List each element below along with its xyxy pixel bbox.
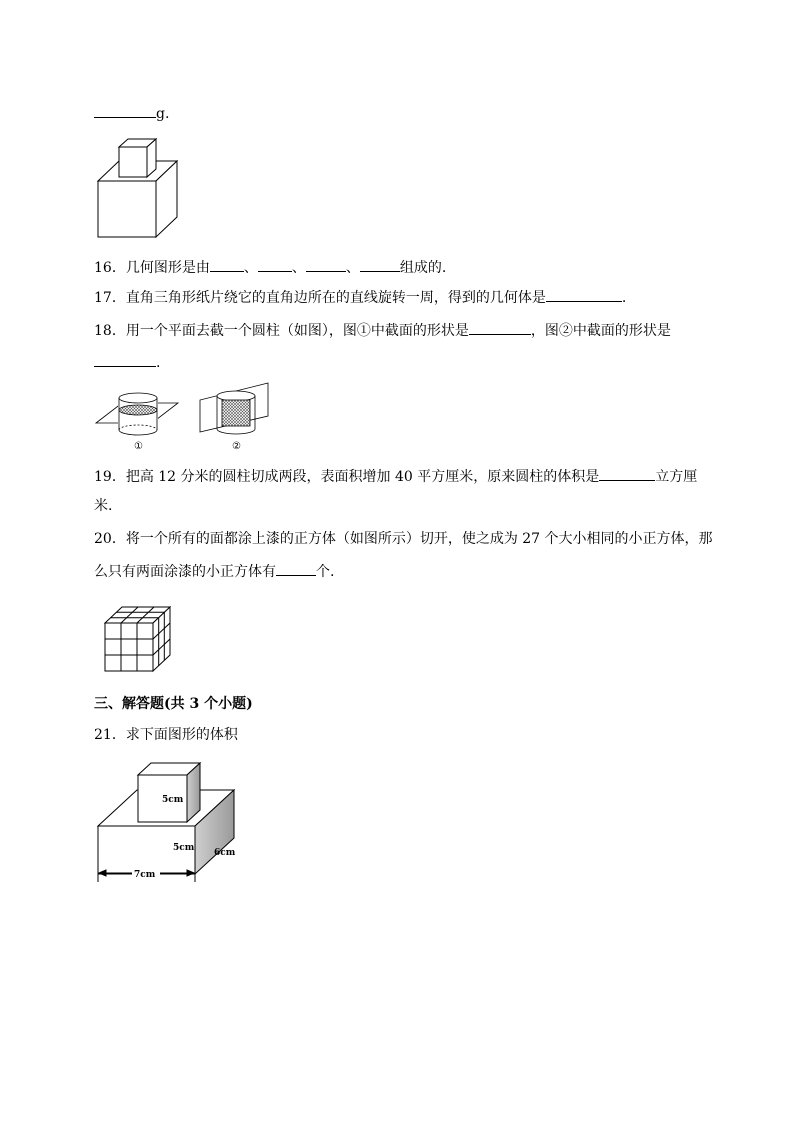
separator: 、: [243, 260, 258, 276]
label-length: 7cm: [134, 870, 156, 880]
q21-composite-solid-figure: [94, 760, 244, 885]
figure-label-2: ②: [232, 441, 241, 452]
q20-text1: 将一个所有的面都涂上漆的正方体（如图所示）切开，使之成为 27 个大小相同的小正方体，那: [125, 531, 713, 547]
q18-line1: [94, 321, 671, 340]
q18-cylinder-sections-figure: [94, 380, 284, 455]
period: .: [621, 290, 627, 306]
answer-blank: [210, 258, 244, 272]
q15-line: [94, 104, 169, 123]
answer-blank: [360, 258, 400, 272]
q19-text1: 把高 12 分米的圆柱切成两段，表面积增加 40 平方厘米，原来圆柱的体积是: [125, 469, 600, 485]
answer-blank: [94, 353, 156, 367]
answer-blank: [469, 321, 531, 335]
q17-line: [94, 288, 626, 307]
label-height: 5cm: [173, 843, 195, 853]
small-cube-front: [119, 147, 147, 177]
q18-text1: 用一个平面去截一个圆柱（如图），图①中截面的形状是: [125, 323, 469, 339]
q19-text3: 米.: [94, 498, 113, 514]
q15-unit: g.: [156, 106, 170, 122]
label-cube-edge: 5cm: [162, 795, 184, 805]
answer-blank: [599, 467, 655, 481]
cube-front-face: [105, 623, 153, 671]
q20-text2: 么只有两面涂漆的小正方体有: [94, 564, 276, 580]
q16-suffix: 组成的.: [399, 260, 447, 276]
q20-line1: [94, 530, 713, 548]
q17-number: 17．: [94, 290, 126, 306]
cylinder2-top: [217, 391, 255, 401]
answer-blank: [94, 104, 156, 118]
period: .: [156, 355, 161, 371]
cylinder1-top: [119, 393, 157, 403]
rectangle-section: [222, 400, 250, 426]
q17-text: 直角三角形纸片绕它的直角边所在的直线旋转一周，得到的几何体是: [125, 290, 546, 306]
q15-stacked-cubes-figure: [95, 138, 185, 240]
big-cube-front: [98, 181, 156, 237]
q19-text2: 立方厘: [655, 469, 698, 485]
circle-section: [119, 405, 157, 415]
q16-prefix: 几何图形是由: [125, 260, 210, 276]
q20-line2: [94, 562, 334, 581]
answer-blank: [306, 258, 346, 272]
q21-text: 求下面图形的体积: [125, 727, 238, 743]
q18-number: 18．: [94, 323, 126, 339]
separator: 、: [291, 260, 306, 276]
q16-number: 16．: [94, 260, 126, 276]
answer-blank: [258, 258, 292, 272]
q21-number: 21．: [94, 727, 126, 743]
q16-line: [94, 258, 446, 277]
q18-text2: ，图②中截面的形状是: [530, 323, 671, 339]
label-depth: 6cm: [214, 848, 236, 858]
q20-number: 20．: [94, 531, 126, 547]
q19-line1: [94, 467, 697, 486]
answer-blank: [546, 288, 622, 302]
q19-number: 19．: [94, 469, 126, 485]
q20-rubik-cube-figure: [103, 605, 173, 673]
q18-line2: [94, 353, 160, 372]
answer-blank: [276, 562, 316, 576]
q19-line2: [94, 497, 112, 515]
separator: 、: [345, 260, 360, 276]
figure-label-1: ①: [134, 441, 143, 452]
q21-line: [94, 726, 238, 744]
q20-text3: 个.: [316, 564, 335, 580]
section-heading: 三、解答题(共 3 个小题): [94, 696, 253, 712]
